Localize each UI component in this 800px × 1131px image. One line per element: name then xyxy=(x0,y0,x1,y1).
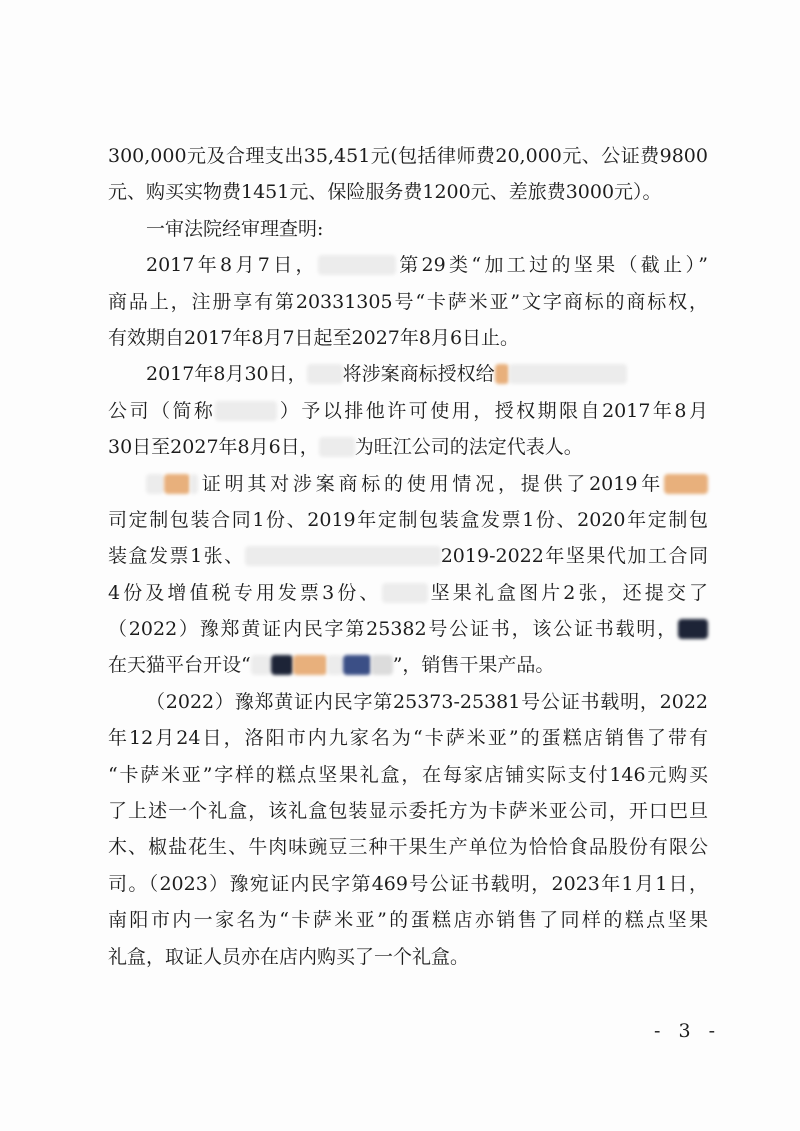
text-line xyxy=(108,466,708,502)
redaction-mark xyxy=(678,619,708,639)
text-segment: 证明其对涉案商标的使用情况，提供了2019年 xyxy=(198,472,664,495)
redaction-mark xyxy=(215,401,277,421)
line-text-composite xyxy=(146,247,708,283)
line-text-composite xyxy=(108,429,708,465)
text-line xyxy=(108,757,708,793)
text-line xyxy=(108,356,708,392)
redaction-mark xyxy=(293,655,327,675)
line-text: “卡萨米亚”字样的糕点坚果礼盒，在每家店铺实际支付146元购买 xyxy=(108,763,708,786)
text-line xyxy=(108,829,708,865)
line-text-composite xyxy=(108,647,708,683)
line-text-composite xyxy=(108,538,708,574)
line-text: 司。（2023）豫宛证内民字第469号公证书载明，2023年1月1日， xyxy=(108,872,708,895)
text-segment: ）予以排他许可使用，授权期限自2017年8月 xyxy=(277,399,708,422)
text-segment: ”，销售干果产品。 xyxy=(392,654,555,677)
line-text: 一审法院经审理查明: xyxy=(146,217,324,240)
redaction-mark xyxy=(664,474,708,494)
redaction-mark xyxy=(146,474,164,494)
text-line xyxy=(108,284,708,320)
text-line xyxy=(108,793,708,829)
text-segment: 2017年8月7日， xyxy=(146,254,318,277)
text-line xyxy=(108,429,708,465)
line-text: 司定制包装合同1份、2019年定制包装盒发票1份、2020年定制包 xyxy=(108,508,708,531)
redaction-mark xyxy=(495,364,509,384)
redaction-mark xyxy=(251,655,271,675)
text-line xyxy=(108,720,708,756)
text-segment: 为旺江公司的法定代表人。 xyxy=(354,436,583,459)
text-segment: 2017年8月30日， xyxy=(146,363,307,386)
line-text-composite xyxy=(108,611,708,647)
text-line xyxy=(108,575,708,611)
text-line xyxy=(108,393,708,429)
text-segment: 在天猫平台开设“ xyxy=(108,654,251,677)
text-segment: 2019-2022年坚果代加工合同 xyxy=(440,545,708,568)
text-line xyxy=(108,174,708,210)
line-text: （2022）豫郑黄证内民字第25373-25381号公证书载明，2022 xyxy=(146,690,708,713)
redaction-mark xyxy=(382,583,428,603)
text-line xyxy=(108,902,708,938)
text-line xyxy=(108,684,708,720)
text-segment: 装盒发票1张、 xyxy=(108,545,245,568)
text-line xyxy=(108,247,708,283)
line-text: 木、椒盐花生、牛肉味豌豆三种干果生产单位为恰恰食品股份有限公 xyxy=(108,836,708,859)
text-segment: （2022）豫郑黄证内民字第25382号公证书，该公证书载明， xyxy=(108,618,678,641)
redaction-mark xyxy=(318,255,396,275)
text-line xyxy=(108,211,708,247)
redaction-mark xyxy=(307,364,343,384)
line-text-composite xyxy=(108,575,708,611)
document-body xyxy=(108,138,708,975)
redaction-mark xyxy=(245,546,441,566)
text-segment: 第29类“加工过的坚果（截止）” xyxy=(395,254,708,277)
text-line xyxy=(108,611,708,647)
redaction-mark xyxy=(190,474,198,494)
line-text: 商品上，注册享有第20331305号“卡萨米亚”文字商标的商标权， xyxy=(108,290,708,313)
line-text-composite xyxy=(146,356,708,392)
line-text: 元、购买实物费1451元、保险服务费1200元、差旅费3000元）。 xyxy=(108,181,662,204)
line-text: 了上述一个礼盒，该礼盒包装显示委托方为卡萨米亚公司，开口巴旦 xyxy=(108,800,708,823)
text-line xyxy=(108,138,708,174)
text-segment: 4份及增值税专用发票3份、 xyxy=(108,581,382,604)
redaction-mark xyxy=(327,655,343,675)
text-line xyxy=(108,320,708,356)
line-text: 礼盒，取证人员亦在店内购买了一个礼盒。 xyxy=(108,945,470,968)
line-text: 有效期自2017年8月7日起至2027年8月6日止。 xyxy=(108,326,520,349)
text-segment: 将涉案商标授权给 xyxy=(342,363,495,386)
line-text-composite xyxy=(108,393,708,429)
redaction-mark xyxy=(371,655,393,675)
text-line xyxy=(108,538,708,574)
line-text-composite xyxy=(146,466,708,502)
text-line xyxy=(108,939,708,975)
redaction-mark xyxy=(164,474,190,494)
redaction-mark xyxy=(509,364,627,384)
line-text: 300,000元及合理支出35,451元(包括律师费20,000元、公证费9800 xyxy=(108,145,708,167)
text-segment: 30日至2027年8月6日， xyxy=(108,436,319,459)
text-segment: 公司（简称 xyxy=(108,399,216,422)
redaction-mark xyxy=(319,437,355,457)
line-text: 年12月24日，洛阳市内九家名为“卡萨米亚”的蛋糕店销售了带有 xyxy=(108,727,708,750)
redaction-mark xyxy=(343,655,371,675)
text-line xyxy=(108,866,708,902)
text-segment: 坚果礼盒图片2张，还提交了 xyxy=(427,581,708,604)
text-line xyxy=(108,502,708,538)
page-number: - 3 - xyxy=(654,1020,722,1042)
text-line xyxy=(108,647,708,683)
redaction-mark xyxy=(271,655,293,675)
line-text: 南阳市内一家名为“卡萨米亚”的蛋糕店亦销售了同样的糕点坚果 xyxy=(108,909,708,932)
